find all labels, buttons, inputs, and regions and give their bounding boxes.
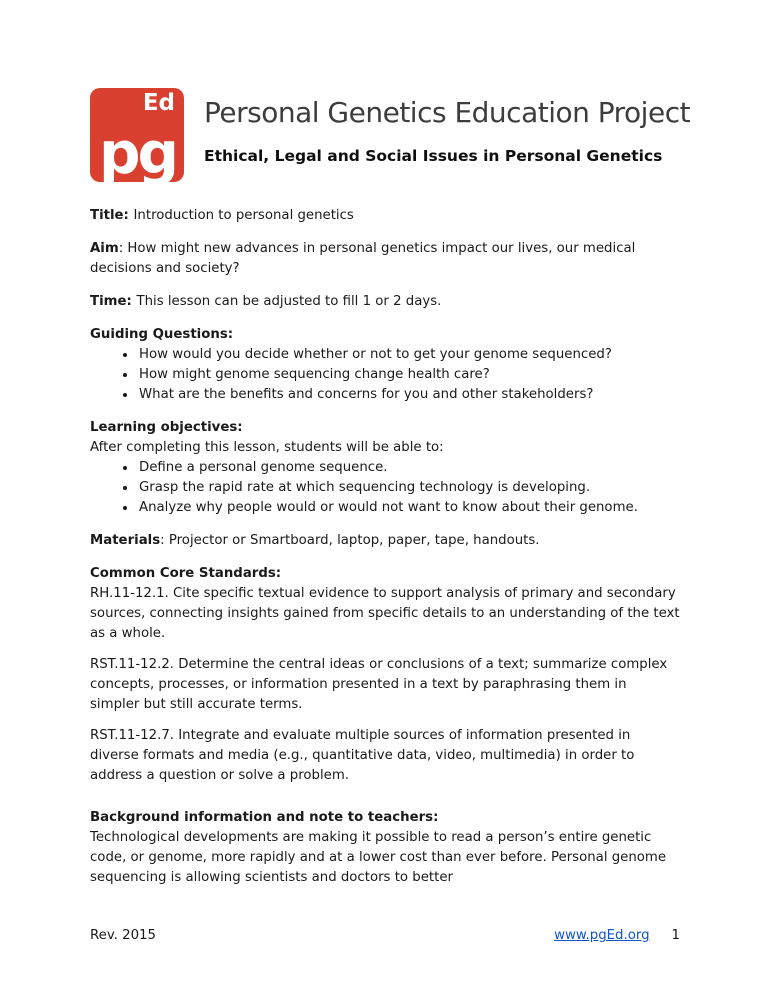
section-title [90,206,680,226]
page-subtitle: Ethical, Legal and Social Issues in Personal Genetics [204,147,663,165]
header-text-block [204,88,690,166]
standard-paragraph: RST.11-12.2. Determine the central ideas or conclusions of a text; summarize complex concepts, processes, or information presented in a text by paraphrasing them in simpler but still accurate terms. [90,657,668,712]
background-text: Technological developments are making it possible to read a person’s entire genetic code, or genome, more rapidly and at a lower cost than ever before. Personal genome sequencing is allowing scientists and doctors to better [90,830,667,885]
footer-right-group [554,926,680,946]
learning-objectives-heading: Learning objectives: [90,420,243,435]
page-number: 1 [671,928,680,943]
logo-pg-text: pg [99,119,177,188]
aim-text: : How might new advances in personal genetics impact our lives, our medical decisions and society? [90,241,636,276]
section-aim [90,239,680,279]
list-item: • How might genome sequencing change health care? [137,365,680,385]
standards-heading: Common Core Standards: [90,566,282,581]
time-label: Time: [90,294,137,309]
learning-objectives-intro: After completing this lesson, students will be able to: [90,440,444,455]
materials-label: Materials [90,533,161,548]
pged-logo [90,88,184,188]
list-item: • How would you decide whether or not to get your genome sequenced? [137,345,680,365]
guiding-questions-list [90,345,680,405]
section-common-core-standards [90,564,680,786]
section-guiding-questions [90,325,680,405]
section-learning-objectives [90,418,680,518]
background-heading: Background information and note to teachers: [90,810,439,825]
page-title: Personal Genetics Education Project [204,96,691,129]
materials-text: : Projector or Smartboard, laptop, paper, tape, handouts. [160,533,540,548]
title-text: Introduction to personal genetics [133,208,354,223]
document-footer [90,926,680,946]
time-text: This lesson can be adjusted to fill 1 or 2 days. [136,294,442,309]
list-item: • What are the benefits and concerns for you and other stakeholders? [137,385,680,405]
revision-label: Rev. 2015 [90,928,156,943]
section-background-information [90,808,680,888]
logo-ed-text: Ed [142,90,175,116]
learning-objectives-list [90,458,680,518]
section-time [90,292,680,312]
document-header [90,88,691,188]
list-item: • Analyze why people would or would not want to know about their genome. [137,498,680,518]
pged-website-link[interactable]: www.pgEd.org [554,928,650,943]
standard-paragraph: RST.11-12.7. Integrate and evaluate multiple sources of information presented in diverse formats and media (e.g., quantitative data, video, multimedia) in order to address a question or solve a problem. [90,728,635,783]
list-item: • Define a personal genome sequence. [137,458,680,478]
guiding-questions-heading: Guiding Questions: [90,327,234,342]
aim-label: Aim [90,241,119,256]
title-label: Title: [90,208,134,223]
standard-paragraph: RH.11-12.1. Cite specific textual evidence to support analysis of primary and secondary sources, connecting insights gained from specific details to an understanding of the text as a whole. [90,586,680,641]
section-materials [90,531,680,551]
list-item: • Grasp the rapid rate at which sequencing technology is developing. [137,478,680,498]
